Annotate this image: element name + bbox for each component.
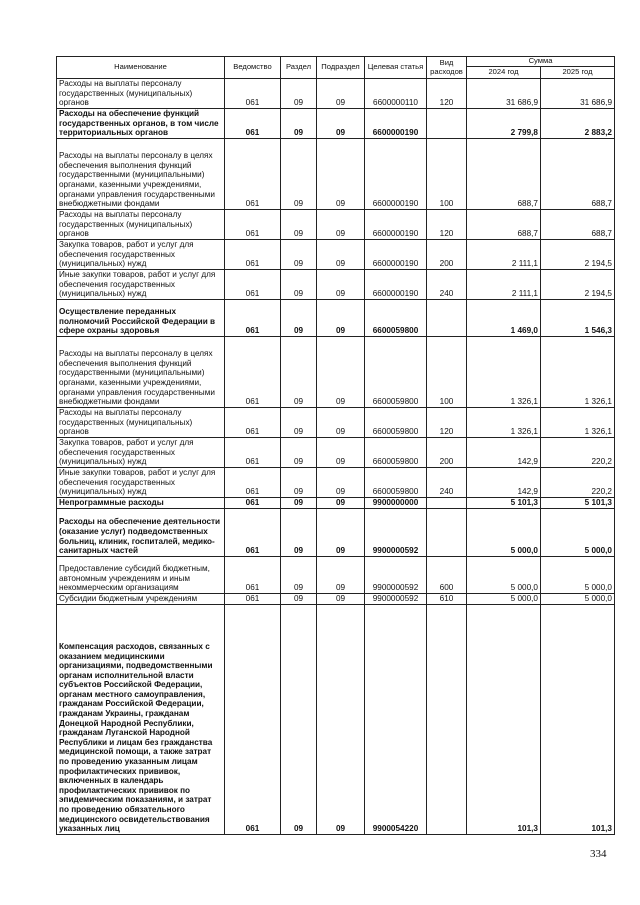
row-sum-2024: 101,3 [467, 604, 541, 834]
row-celevaya-statya: 6600059800 [365, 299, 427, 336]
row-sum-2025: 2 194,5 [541, 239, 615, 269]
row-podrazdel: 09 [317, 556, 365, 593]
row-sum-2025: 2 194,5 [541, 269, 615, 299]
row-sum-2024: 5 101,3 [467, 497, 541, 508]
row-name: Расходы на выплаты персоналу государственных (муниципальных) органов [57, 407, 225, 437]
row-podrazdel: 09 [317, 437, 365, 467]
row-razdel: 09 [281, 593, 317, 604]
row-name: Расходы на выплаты персоналу в целях обеспечения выполнения функций государственными (муниципальными) органами, казенными учреждениями, органами управления государственными внебюджетными фондами [57, 138, 225, 209]
row-vedomstvo: 061 [225, 269, 281, 299]
row-razdel: 09 [281, 209, 317, 239]
row-vid-rashodov [427, 109, 467, 139]
row-vedomstvo: 061 [225, 336, 281, 407]
row-sum-2024: 5 000,0 [467, 593, 541, 604]
row-razdel: 09 [281, 109, 317, 139]
row-celevaya-statya: 6600059800 [365, 407, 427, 437]
row-razdel: 09 [281, 269, 317, 299]
page-number: 334 [590, 848, 607, 860]
row-podrazdel: 09 [317, 467, 365, 497]
row-razdel: 09 [281, 407, 317, 437]
budget-table [56, 56, 615, 835]
row-sum-2024: 2 111,1 [467, 269, 541, 299]
table-row [57, 437, 615, 467]
row-razdel: 09 [281, 239, 317, 269]
row-sum-2024: 1 326,1 [467, 336, 541, 407]
row-vedomstvo: 061 [225, 467, 281, 497]
header-podrazdel: Подраздел [317, 57, 365, 79]
row-celevaya-statya: 6600059800 [365, 437, 427, 467]
row-podrazdel: 09 [317, 209, 365, 239]
row-sum-2025: 5 101,3 [541, 497, 615, 508]
row-sum-2025: 5 000,0 [541, 593, 615, 604]
row-vedomstvo: 061 [225, 209, 281, 239]
row-sum-2024: 688,7 [467, 138, 541, 209]
row-vid-rashodov [427, 497, 467, 508]
table-row [57, 556, 615, 593]
row-razdel: 09 [281, 556, 317, 593]
table-body [57, 79, 615, 835]
row-razdel: 09 [281, 79, 317, 109]
row-vid-rashodov: 240 [427, 269, 467, 299]
row-sum-2025: 220,2 [541, 467, 615, 497]
header-vedomstvo: Ведомство [225, 57, 281, 79]
row-sum-2024: 688,7 [467, 209, 541, 239]
row-name: Осуществление переданных полномочий Российской Федерации в сфере охраны здоровья [57, 299, 225, 336]
row-vid-rashodov: 100 [427, 138, 467, 209]
row-sum-2024: 5 000,0 [467, 556, 541, 593]
row-sum-2024: 142,9 [467, 437, 541, 467]
row-name: Предоставление субсидий бюджетным, автономным учреждениям и иным некоммерческим организациям [57, 556, 225, 593]
table-row [57, 138, 615, 209]
header-year-2025: 2025 год [541, 67, 615, 79]
row-vid-rashodov [427, 604, 467, 834]
row-sum-2025: 1 326,1 [541, 336, 615, 407]
header-celevaya-statya: Целевая статья [365, 57, 427, 79]
row-podrazdel: 09 [317, 497, 365, 508]
row-podrazdel: 09 [317, 299, 365, 336]
row-vedomstvo: 061 [225, 239, 281, 269]
row-sum-2025: 5 000,0 [541, 556, 615, 593]
row-podrazdel: 09 [317, 593, 365, 604]
header-vid-rashodov: Вид расходов [427, 57, 467, 79]
row-celevaya-statya: 6600059800 [365, 336, 427, 407]
row-sum-2024: 1 469,0 [467, 299, 541, 336]
row-sum-2025: 2 883,2 [541, 109, 615, 139]
row-celevaya-statya: 6600000190 [365, 138, 427, 209]
table-row [57, 467, 615, 497]
row-sum-2024: 1 326,1 [467, 407, 541, 437]
row-vid-rashodov: 120 [427, 209, 467, 239]
row-sum-2025: 1 546,3 [541, 299, 615, 336]
header-summa: Сумма [467, 57, 615, 67]
table-row [57, 508, 615, 556]
table-row [57, 604, 615, 834]
row-razdel: 09 [281, 437, 317, 467]
row-razdel: 09 [281, 508, 317, 556]
table-row [57, 269, 615, 299]
table-row [57, 209, 615, 239]
header-razdel: Раздел [281, 57, 317, 79]
row-sum-2025: 101,3 [541, 604, 615, 834]
row-vedomstvo: 061 [225, 138, 281, 209]
row-vedomstvo: 061 [225, 407, 281, 437]
row-podrazdel: 09 [317, 269, 365, 299]
row-celevaya-statya: 6600000190 [365, 109, 427, 139]
header-name: Наименование [57, 57, 225, 79]
row-celevaya-statya: 9900000000 [365, 497, 427, 508]
row-vid-rashodov: 240 [427, 467, 467, 497]
row-sum-2025: 688,7 [541, 209, 615, 239]
row-name: Закупка товаров, работ и услуг для обеспечения государственных (муниципальных) нужд [57, 437, 225, 467]
row-podrazdel: 09 [317, 138, 365, 209]
row-vedomstvo: 061 [225, 604, 281, 834]
row-podrazdel: 09 [317, 239, 365, 269]
row-podrazdel: 09 [317, 508, 365, 556]
row-celevaya-statya: 6600000110 [365, 79, 427, 109]
row-vid-rashodov: 120 [427, 79, 467, 109]
row-vedomstvo: 061 [225, 437, 281, 467]
row-name: Расходы на выплаты персоналу в целях обеспечения выполнения функций государственными (муниципальными) органами, казенными учреждениями, органами управления государственными внебюджетными фондами [57, 336, 225, 407]
row-name: Компенсация расходов, связанных с оказанием медицинскими организациями, подведомственными органам исполнительной власти субъектов Российской Федерации, органам местного самоуправления, гражданам Российской Федерации, гражданам Украины, гражданам Донецкой Народной Республики, гражданам Луганской Народной Республики и лицам без гражданства медицинской помощи, а также затрат по проведению указанным лицам профилактических прививок, включенных в календарь профилактических прививок по эпидемическим показаниям, и затрат по проведению обязательного медицинского освидетельствования указанных лиц [57, 604, 225, 834]
row-razdel: 09 [281, 336, 317, 407]
table-row [57, 407, 615, 437]
row-vid-rashodov: 610 [427, 593, 467, 604]
row-vedomstvo: 061 [225, 79, 281, 109]
row-name: Субсидии бюджетным учреждениям [57, 593, 225, 604]
row-name: Расходы на выплаты персоналу государственных (муниципальных) органов [57, 209, 225, 239]
row-vedomstvo: 061 [225, 556, 281, 593]
table-row [57, 497, 615, 508]
table-row [57, 79, 615, 109]
row-celevaya-statya: 9900000592 [365, 593, 427, 604]
table-row [57, 593, 615, 604]
row-razdel: 09 [281, 497, 317, 508]
row-podrazdel: 09 [317, 336, 365, 407]
table-row [57, 336, 615, 407]
row-podrazdel: 09 [317, 407, 365, 437]
row-sum-2024: 5 000,0 [467, 508, 541, 556]
row-sum-2025: 220,2 [541, 437, 615, 467]
row-sum-2025: 1 326,1 [541, 407, 615, 437]
row-vid-rashodov: 120 [427, 407, 467, 437]
row-sum-2025: 688,7 [541, 138, 615, 209]
row-celevaya-statya: 6600000190 [365, 209, 427, 239]
row-vedomstvo: 061 [225, 299, 281, 336]
row-vedomstvo: 061 [225, 109, 281, 139]
table-row [57, 109, 615, 139]
row-podrazdel: 09 [317, 79, 365, 109]
row-vid-rashodov: 200 [427, 239, 467, 269]
row-sum-2025: 5 000,0 [541, 508, 615, 556]
row-vid-rashodov: 100 [427, 336, 467, 407]
row-sum-2024: 2 111,1 [467, 239, 541, 269]
row-celevaya-statya: 6600000190 [365, 239, 427, 269]
row-celevaya-statya: 6600000190 [365, 269, 427, 299]
row-razdel: 09 [281, 467, 317, 497]
row-razdel: 09 [281, 604, 317, 834]
row-vedomstvo: 061 [225, 497, 281, 508]
table-row [57, 239, 615, 269]
row-razdel: 09 [281, 299, 317, 336]
table-row [57, 299, 615, 336]
row-name: Расходы на обеспечение деятельности (оказание услуг) подведомственных больниц, клиник, госпиталей, медико-санитарных частей [57, 508, 225, 556]
row-name: Расходы на обеспечение функций государственных органов, в том числе территориальных органов [57, 109, 225, 139]
row-name: Расходы на выплаты персоналу государственных (муниципальных) органов [57, 79, 225, 109]
row-razdel: 09 [281, 138, 317, 209]
row-sum-2024: 31 686,9 [467, 79, 541, 109]
row-vid-rashodov: 200 [427, 437, 467, 467]
row-celevaya-statya: 9900000592 [365, 508, 427, 556]
row-name: Иные закупки товаров, работ и услуг для обеспечения государственных (муниципальных) нужд [57, 269, 225, 299]
row-vedomstvo: 061 [225, 593, 281, 604]
row-vid-rashodov [427, 299, 467, 336]
row-celevaya-statya: 9900000592 [365, 556, 427, 593]
row-sum-2024: 142,9 [467, 467, 541, 497]
row-vid-rashodov: 600 [427, 556, 467, 593]
row-vedomstvo: 061 [225, 508, 281, 556]
row-sum-2024: 2 799,8 [467, 109, 541, 139]
row-podrazdel: 09 [317, 604, 365, 834]
row-name: Непрограммные расходы [57, 497, 225, 508]
row-celevaya-statya: 6600059800 [365, 467, 427, 497]
row-celevaya-statya: 9900054220 [365, 604, 427, 834]
header-year-2024: 2024 год [467, 67, 541, 79]
row-podrazdel: 09 [317, 109, 365, 139]
row-name: Закупка товаров, работ и услуг для обеспечения государственных (муниципальных) нужд [57, 239, 225, 269]
row-name: Иные закупки товаров, работ и услуг для обеспечения государственных (муниципальных) нужд [57, 467, 225, 497]
row-sum-2025: 31 686,9 [541, 79, 615, 109]
row-vid-rashodov [427, 508, 467, 556]
